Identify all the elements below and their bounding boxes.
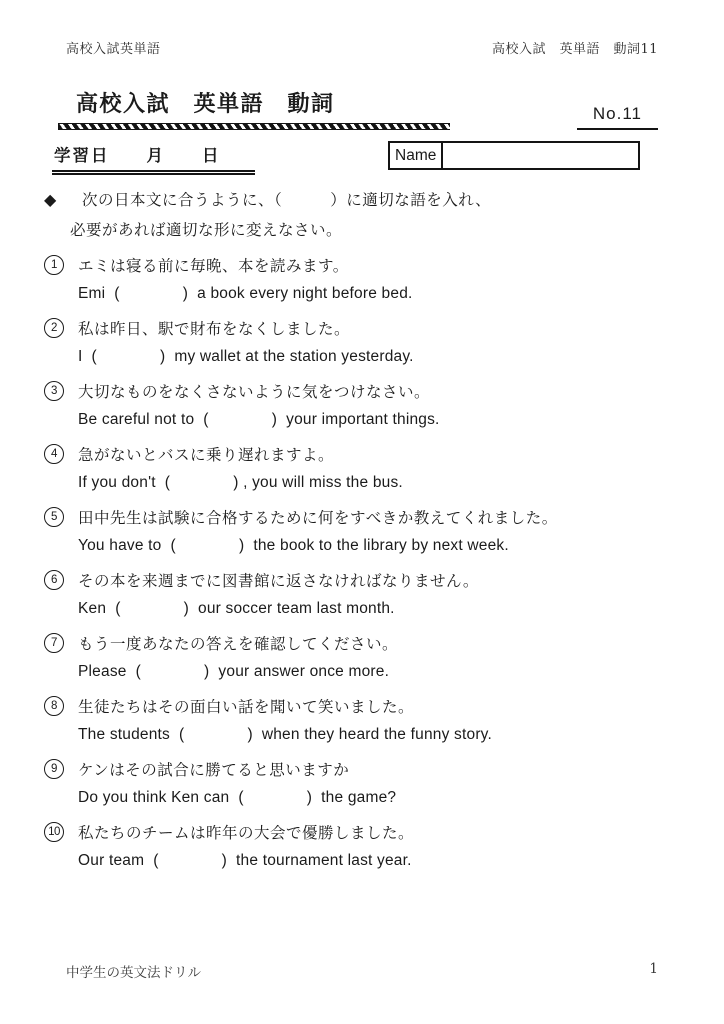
question-japanese-text: ケンはその試合に勝てると思いますか (78, 762, 350, 779)
header-right-text: 高校入試 英単語 動詞11 (491, 42, 658, 57)
instruction-line-2: 必要があれば適切な形に変えなさい。 (70, 222, 343, 239)
question-japanese-text: 大切なものをなくさないように気をつけなさい。 (78, 384, 431, 401)
footer-series-title: 中学生の英文法ドリル (66, 965, 201, 981)
question-number: 5 (44, 507, 64, 527)
page-title: 高校入試 英単語 動詞 (76, 91, 335, 116)
question-english-sentence: I ( ) my wallet at the station yesterday. (78, 348, 414, 365)
name-box (388, 141, 640, 170)
question-item-8 (44, 695, 658, 744)
question-number: 7 (44, 633, 64, 653)
study-date-label: 学習日 月 日 (52, 140, 255, 175)
name-field (443, 143, 638, 168)
question-english-sentence: Be careful not to ( ) your important things. (78, 411, 440, 428)
page-number: 1 (649, 961, 658, 977)
question-japanese-text: 急がないとバスに乗り遅れますよ。 (78, 447, 335, 464)
question-number: 9 (44, 759, 64, 779)
header-left-text: 高校入試英単語 (66, 42, 161, 57)
question-item-3 (44, 380, 658, 429)
sheet-number: No.11 (577, 104, 658, 130)
question-item-7 (44, 632, 658, 681)
question-japanese-text: 生徒たちはその面白い話を聞いて笑いました。 (78, 699, 415, 716)
question-english-sentence: You have to ( ) the book to the library by next week. (78, 537, 509, 554)
question-number: 2 (44, 318, 64, 338)
question-number: 10 (44, 822, 64, 842)
title-block (58, 87, 450, 130)
question-item-4 (44, 443, 658, 492)
question-item-2 (44, 317, 658, 366)
question-english-sentence: The students ( ) when they heard the funny story. (78, 726, 492, 743)
question-number: 3 (44, 381, 64, 401)
question-item-5 (44, 506, 658, 555)
question-english-sentence: Our team ( ) the tournament last year. (78, 852, 412, 869)
question-japanese-text: 私たちのチームは昨年の大会で優勝しました。 (78, 825, 415, 842)
question-japanese-text: エミは寝る前に毎晩、本を読みます。 (78, 258, 349, 275)
document-header (66, 38, 658, 57)
question-english-sentence: Please ( ) your answer once more. (78, 663, 390, 680)
question-item-6 (44, 569, 658, 618)
title-underline-decoration (58, 123, 450, 130)
question-item-1 (44, 254, 658, 303)
question-number: 1 (44, 255, 64, 275)
diamond-bullet-icon: ◆ (44, 192, 57, 209)
question-item-9 (44, 758, 658, 807)
name-label: Name (390, 143, 443, 168)
question-item-10 (44, 821, 658, 870)
question-english-sentence: If you don't ( ) , you will miss the bus. (78, 474, 403, 491)
question-number: 8 (44, 696, 64, 716)
instructions (44, 188, 658, 240)
question-number: 6 (44, 570, 64, 590)
question-japanese-text: 田中先生は試験に合格するために何をすべきか教えてくれました。 (78, 510, 558, 527)
question-japanese-text: その本を来週までに図書館に返さなければなりません。 (78, 573, 479, 590)
question-english-sentence: Do you think Ken can ( ) the game? (78, 789, 397, 806)
question-number: 4 (44, 444, 64, 464)
document-footer (66, 961, 658, 981)
title-row (58, 87, 658, 130)
question-japanese-text: もう一度あなたの答えを確認してください。 (78, 636, 399, 653)
meta-row (52, 140, 658, 175)
question-japanese-text: 私は昨日、駅で財布をなくしました。 (78, 321, 351, 338)
question-english-sentence: Ken ( ) our soccer team last month. (78, 600, 395, 617)
question-english-sentence: Emi ( ) a book every night before bed. (78, 285, 413, 302)
instruction-line-1: 次の日本文に合うように、（ ）に適切な語を入れ、 (82, 192, 492, 209)
